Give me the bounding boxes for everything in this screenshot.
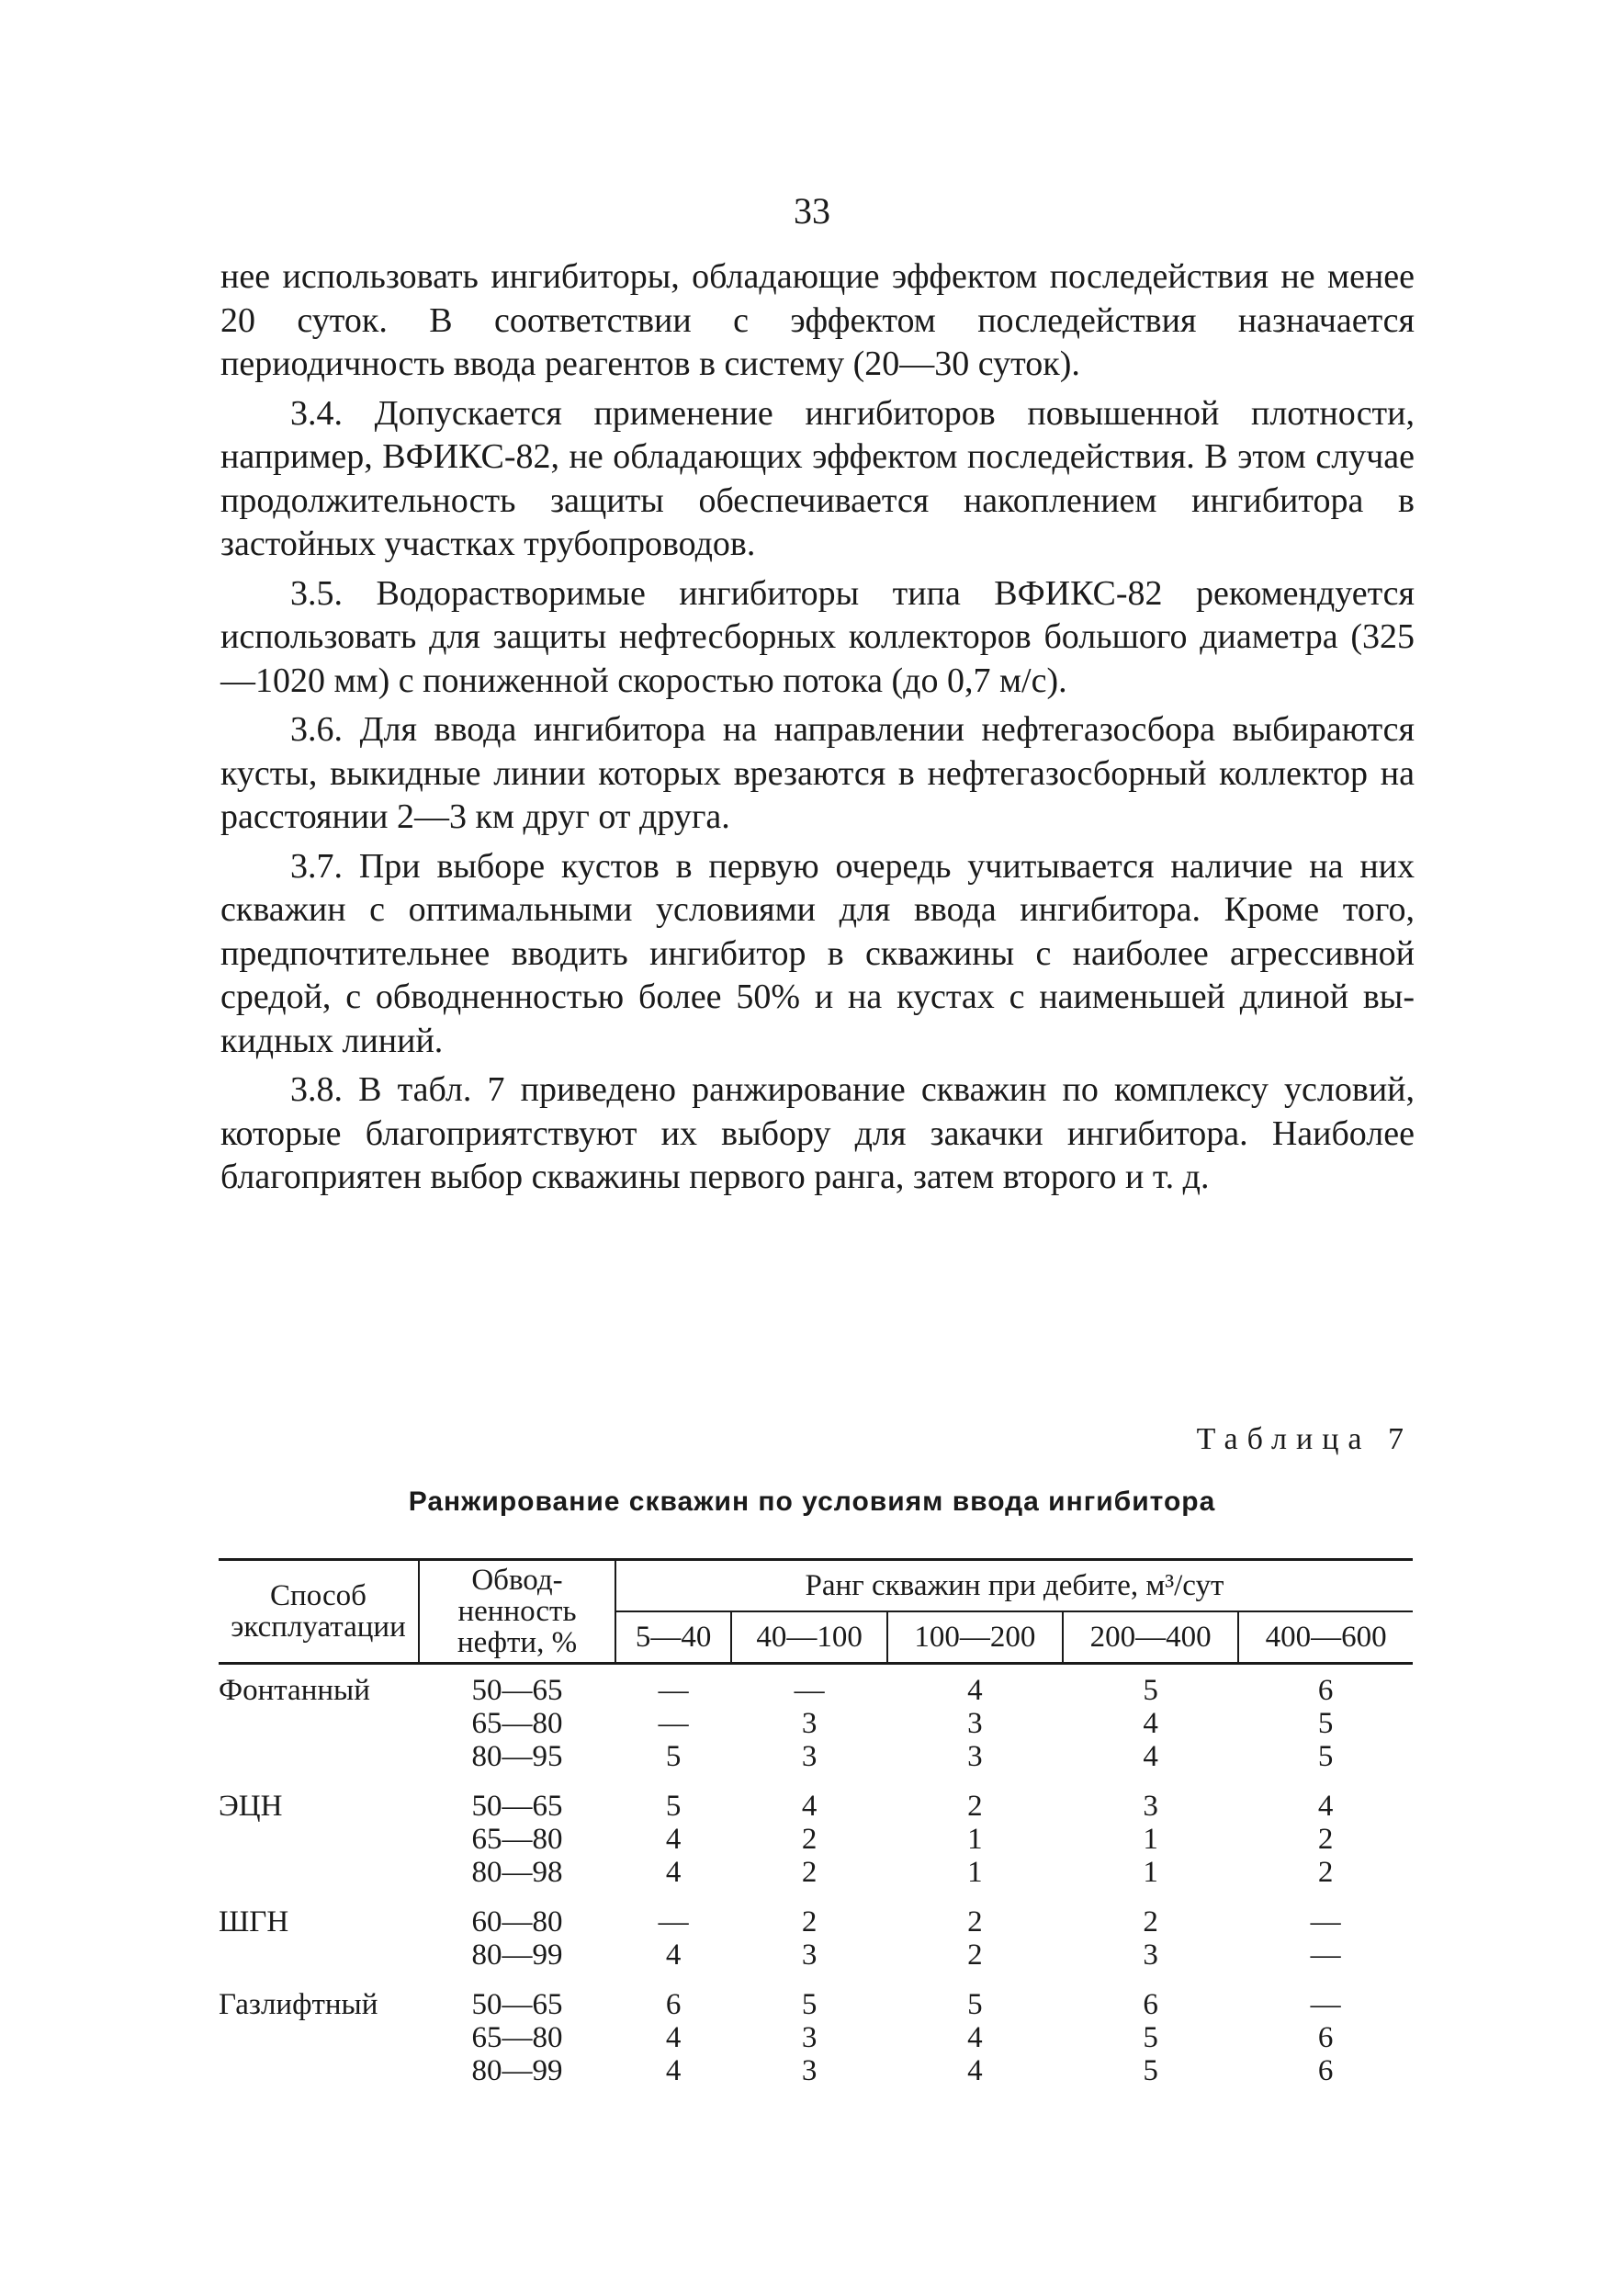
cell-rank: 2 (801, 1823, 818, 1856)
cell-water-cut: 50—65 (471, 1790, 563, 1823)
header-rate-col: 100—200 (887, 1611, 1063, 1664)
cell-rank: 4 (967, 2054, 983, 2087)
table-row (219, 1938, 1413, 1972)
cell-rank: — (658, 1674, 689, 1707)
cell-rank: 4 (665, 1823, 682, 1856)
cell-rank: 1 (967, 1823, 983, 1856)
cell-rank: 1 (967, 1856, 983, 1889)
cell-rank: 4 (967, 1674, 983, 1707)
table-row (219, 1856, 1413, 1889)
cell-method (219, 1856, 419, 1889)
header-water-cut: Обводненность нефти, % (419, 1560, 615, 1664)
cell-rank: 6 (1317, 2021, 1334, 2054)
cell-method (219, 2054, 419, 2087)
cell-rank: 3 (801, 2021, 818, 2054)
header-rate-col: 40—100 (731, 1611, 887, 1664)
cell-rank: — (1310, 1938, 1341, 1972)
paragraph-3-8: 3.8. В табл. 7 приведено ранжирование скважин по комплексу условий, которые благоприятствуют их выбору для закачки ингибитора. Наиболее благоприятен выбор скважины первого ранга, затем второго и т. д. (220, 1070, 1415, 1196)
cell-rank: 5 (1143, 2054, 1158, 2087)
cell-rank: — (794, 1674, 825, 1707)
cell-method (219, 2021, 419, 2054)
cell-rank: — (1310, 1905, 1341, 1938)
cell-water-cut: 65—80 (471, 1823, 563, 1856)
cell-rank: — (1310, 1988, 1341, 2021)
cell-rank: 3 (801, 1938, 818, 1972)
cell-rank: 2 (801, 1856, 818, 1889)
cell-rank: 6 (665, 1988, 682, 2021)
cell-method: ШГН (219, 1905, 289, 1938)
cell-rank: 5 (967, 1988, 983, 2021)
cell-rank: 3 (967, 1740, 983, 1773)
cell-rank: 3 (967, 1707, 983, 1740)
cell-rank: 5 (665, 1740, 682, 1773)
cell-rank: 5 (1143, 1674, 1158, 1707)
header-method: Способ эксплуатации (219, 1560, 419, 1664)
cell-method: Газлифтный (219, 1988, 378, 2021)
cell-rank: 4 (665, 1938, 682, 1972)
paragraph-3-6: 3.6. Для ввода ингибитора на направлении нефтегазосбора выбираются кусты, выкидные линии которых врезаются в нефтегазосборный коллектор на расстоянии 2—3 км друг от друга. (220, 710, 1415, 836)
header-rank-group: Ранг скважин при дебите, м³/сут (615, 1560, 1413, 1612)
table-row (219, 2021, 1413, 2054)
cell-rank: — (658, 1707, 689, 1740)
cell-method: ЭЦН (219, 1790, 283, 1823)
cell-rank: 4 (967, 2021, 983, 2054)
table-row (219, 1740, 1413, 1773)
cell-method: Фонтанный (219, 1674, 370, 1707)
cell-rank: 4 (1143, 1707, 1158, 1740)
cell-rank: 2 (1317, 1856, 1334, 1889)
cell-water-cut: 60—80 (471, 1905, 563, 1938)
cell-rank: 2 (967, 1905, 983, 1938)
cell-water-cut: 50—65 (471, 1988, 563, 2021)
cell-water-cut: 80—99 (471, 1938, 563, 1972)
table-title: Ранжирование скважин по условиям ввода ингибитора (408, 1486, 1216, 1517)
cell-method (219, 1740, 419, 1773)
cell-rank: — (658, 1905, 689, 1938)
table-row (219, 1823, 1413, 1856)
cell-rank: 2 (967, 1938, 983, 1972)
table-row (219, 1889, 1413, 1938)
ranking-table (219, 1558, 1413, 2087)
cell-rank: 4 (665, 2054, 682, 2087)
cell-method (219, 1823, 419, 1856)
paragraph-continuation: нее использовать ингибиторы, обладающие эффектом последействия не менее 20 суток. В соответствии с эффектом последействия назначается периодичность ввода реагентов в систему (20—30 суток). (220, 257, 1415, 383)
cell-rank: 2 (967, 1790, 983, 1823)
cell-rank: 2 (1143, 1905, 1158, 1938)
cell-rank: 3 (801, 2054, 818, 2087)
cell-rank: 3 (1143, 1790, 1158, 1823)
cell-rank: 6 (1317, 1674, 1334, 1707)
paragraph-3-7: 3.7. При выборе кустов в первую очередь учитывается наличие на них скважин с оптимальными условиями для ввода ингибитора. Кроме того, предпочтительнее вводить ингибитор в скважины с наиболее агрессивной средой, с обводненностью более 50% и на кустах с наименьшей длиной выкидных линий. (220, 846, 1415, 1060)
header-rate-col: 200—400 (1063, 1611, 1238, 1664)
table-row (219, 2054, 1413, 2087)
table-row (219, 1707, 1413, 1740)
cell-rank: 3 (801, 1707, 818, 1740)
table-row (219, 1664, 1413, 1708)
cell-method (219, 1707, 419, 1740)
table-row (219, 1972, 1413, 2021)
cell-water-cut: 65—80 (471, 1707, 563, 1740)
cell-rank: 3 (1143, 1938, 1158, 1972)
cell-water-cut: 80—99 (471, 2054, 563, 2087)
cell-rank: 4 (1317, 1790, 1334, 1823)
cell-rank: 5 (1317, 1707, 1334, 1740)
header-rate-col: 5—40 (615, 1611, 731, 1664)
cell-water-cut: 65—80 (471, 2021, 563, 2054)
cell-rank: 4 (665, 2021, 682, 2054)
cell-water-cut: 80—98 (471, 1856, 563, 1889)
table-body (219, 1664, 1413, 2088)
cell-rank: 1 (1143, 1823, 1158, 1856)
cell-rank: 2 (801, 1905, 818, 1938)
cell-rank: 4 (665, 1856, 682, 1889)
cell-method (219, 1938, 419, 1972)
cell-rank: 1 (1143, 1856, 1158, 1889)
header-rate-col: 400—600 (1238, 1611, 1413, 1664)
cell-rank: 2 (1317, 1823, 1334, 1856)
paragraph-3-4: 3.4. Допускается применение ингибиторов повышенной плотности, например, ВФИКС-82, не обладающих эффектом последействия. В этом случае продолжительность защиты обеспечивается накоплением ингибитора в застойных участках трубопроводов. (220, 393, 1415, 563)
cell-rank: 5 (665, 1790, 682, 1823)
cell-rank: 3 (801, 1740, 818, 1773)
body-text (220, 255, 1415, 1205)
cell-rank: 6 (1317, 2054, 1334, 2087)
cell-rank: 4 (801, 1790, 818, 1823)
cell-rank: 5 (801, 1988, 818, 2021)
table-row (219, 1773, 1413, 1823)
cell-water-cut: 80—95 (471, 1740, 563, 1773)
cell-rank: 4 (1143, 1740, 1158, 1773)
cell-rank: 6 (1143, 1988, 1158, 2021)
page-number: 33 (794, 190, 830, 232)
table-label: Таблица 7 (1196, 1422, 1413, 1456)
paragraph-3-5: 3.5. Водорастворимые ингибиторы типа ВФИКС-82 рекомендуется использовать для защиты нефтесборных коллекторов большого диаметра (325—1020 мм) с пониженной скоростью потока (до 0,7 м/с). (220, 573, 1415, 700)
cell-water-cut: 50—65 (471, 1674, 563, 1707)
cell-rank: 5 (1317, 1740, 1334, 1773)
cell-rank: 5 (1143, 2021, 1158, 2054)
